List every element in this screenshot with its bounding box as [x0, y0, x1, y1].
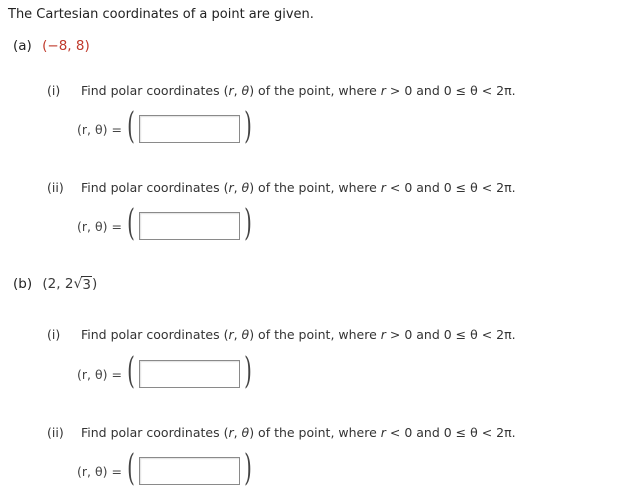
- answer-row-a-i: [77, 106, 255, 147]
- open-paren: (: [127, 351, 135, 392]
- answer-input-b-ii[interactable]: [139, 457, 240, 485]
- var-r: r: [380, 180, 386, 195]
- open-paren: (: [127, 106, 135, 147]
- comma: ,: [233, 83, 242, 98]
- var-r: r: [228, 180, 234, 195]
- var-r: r: [228, 327, 234, 342]
- var-r: r: [228, 425, 234, 440]
- subpart-b-i: [47, 327, 516, 342]
- close-paren: ): [244, 203, 252, 244]
- var-theta: θ: [241, 180, 250, 195]
- point-coordinates: [42, 276, 97, 292]
- comma: ,: [233, 327, 242, 342]
- answer-label: (r, θ) =: [77, 218, 122, 234]
- prompt-text: Find polar coordinates (: [81, 327, 229, 342]
- condition-text: > 0 and 0 ≤ θ < 2π.: [385, 327, 516, 342]
- prompt-text: Find polar coordinates (: [81, 180, 229, 195]
- condition-text: < 0 and 0 ≤ θ < 2π.: [385, 425, 516, 440]
- part-label: (a): [13, 38, 32, 54]
- open-paren: (: [127, 448, 135, 489]
- close-paren: ): [244, 448, 252, 489]
- radicand: 3: [82, 277, 91, 293]
- condition-text: > 0 and 0 ≤ θ < 2π.: [385, 83, 516, 98]
- answer-input-a-ii[interactable]: [139, 212, 240, 240]
- condition-text: < 0 and 0 ≤ θ < 2π.: [385, 180, 516, 195]
- subpart-a-ii: [47, 180, 516, 195]
- answer-row-a-ii: [77, 203, 255, 244]
- close-paren: ): [244, 351, 252, 392]
- subpart-label: (ii): [47, 425, 64, 440]
- subpart-label: (i): [47, 83, 61, 98]
- answer-label: (r, θ) =: [77, 463, 122, 479]
- var-r: r: [228, 83, 234, 98]
- var-theta: θ: [241, 83, 250, 98]
- var-theta: θ: [241, 327, 250, 342]
- answer-input-a-i[interactable]: [139, 115, 240, 143]
- var-theta: θ: [241, 425, 250, 440]
- answer-label: (r, θ) =: [77, 366, 122, 382]
- subpart-label: (ii): [47, 180, 64, 195]
- close-paren: ): [244, 106, 252, 147]
- prompt-text: ) of the point, where: [249, 180, 381, 195]
- prompt-text: Find polar coordinates (: [81, 83, 229, 98]
- intro-text: The Cartesian coordinates of a point are given.: [8, 7, 314, 22]
- comma: ,: [233, 180, 242, 195]
- var-r: r: [380, 425, 386, 440]
- point-prefix: (2, 2: [42, 276, 74, 292]
- comma: ,: [233, 425, 242, 440]
- part-a: [13, 38, 90, 54]
- part-b: [13, 276, 97, 293]
- subpart-label: (i): [47, 327, 61, 342]
- point-coordinates: (−8, 8): [42, 38, 90, 54]
- prompt-text: Find polar coordinates (: [81, 425, 229, 440]
- answer-input-b-i[interactable]: [139, 360, 240, 388]
- open-paren: (: [127, 203, 135, 244]
- subpart-a-i: [47, 83, 516, 98]
- answer-row-b-ii: [77, 448, 255, 489]
- answer-label: (r, θ) =: [77, 121, 122, 137]
- sqrt-symbol: √ 3: [73, 276, 91, 293]
- prompt-text: ) of the point, where: [249, 425, 381, 440]
- subpart-b-ii: [47, 425, 516, 440]
- prompt-text: ) of the point, where: [249, 327, 381, 342]
- var-r: r: [380, 83, 386, 98]
- part-label: (b): [13, 276, 33, 292]
- prompt-text: ) of the point, where: [249, 83, 381, 98]
- point-suffix: ): [91, 276, 98, 292]
- answer-row-b-i: [77, 351, 255, 392]
- var-r: r: [380, 327, 386, 342]
